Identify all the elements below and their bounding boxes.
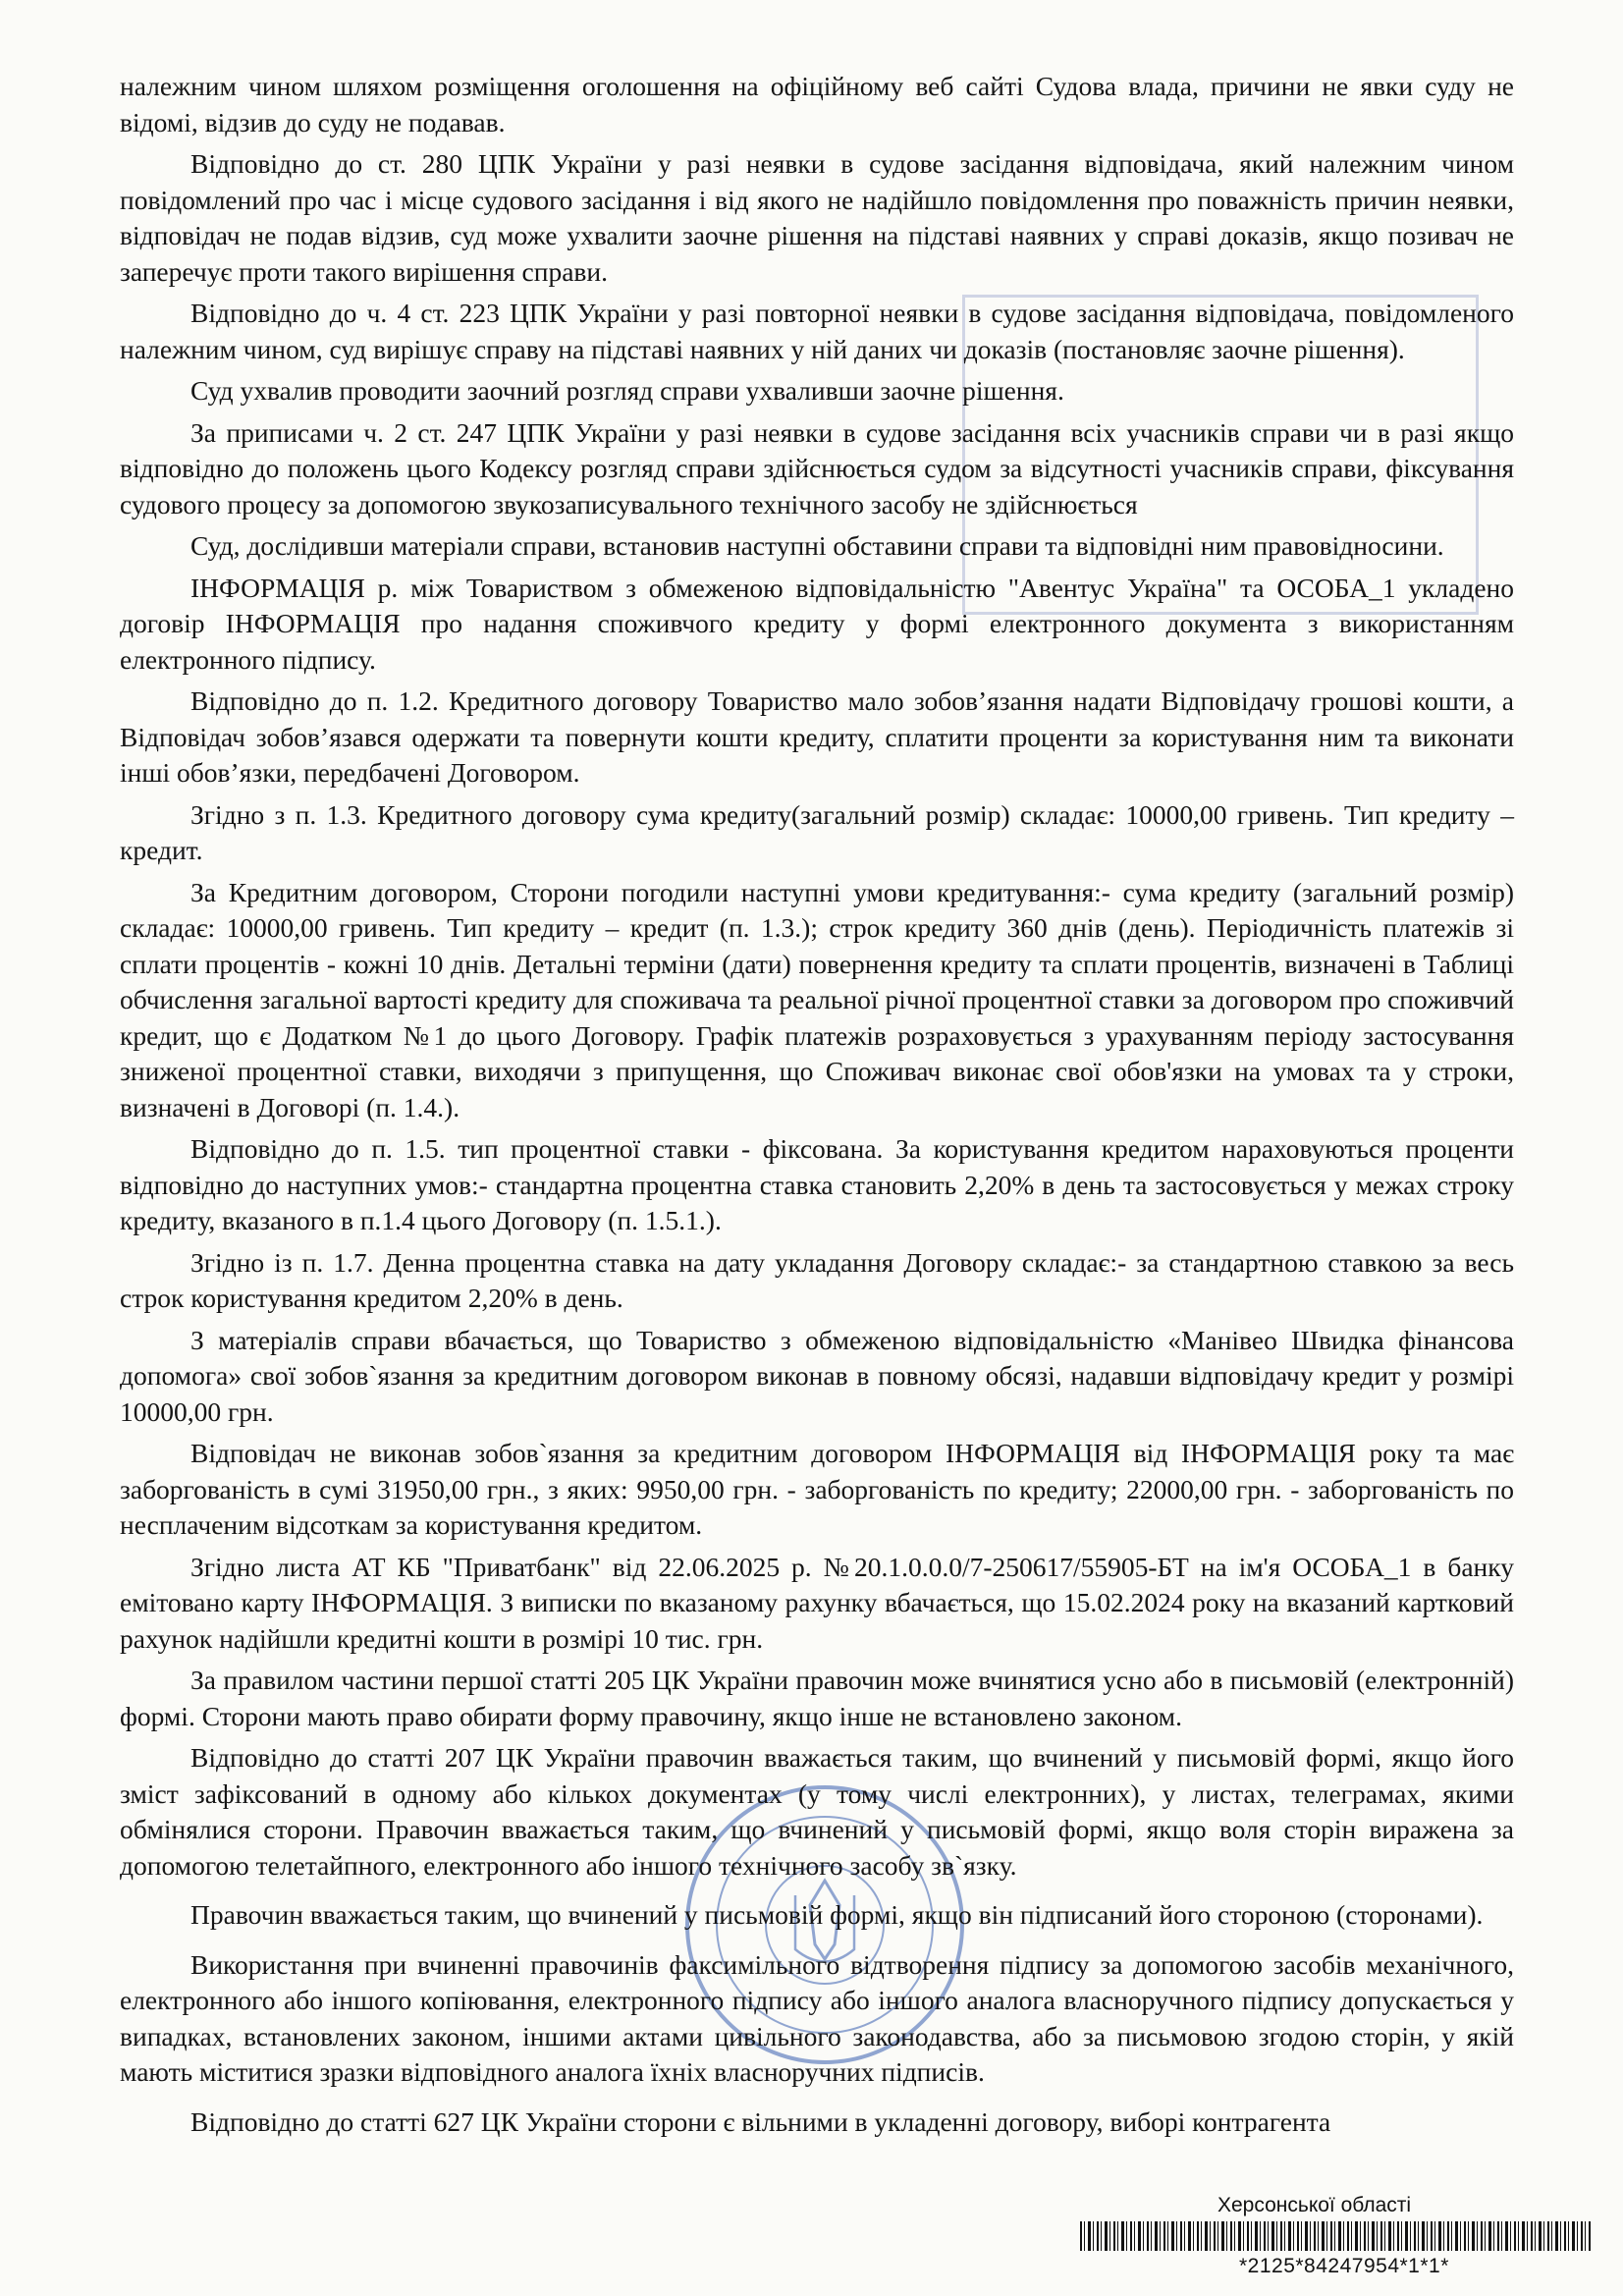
paragraph: Відповідно до статті 207 ЦК України правочин вважається таким, що вчинений у письмовій формі, якщо його зміст зафіксований в одному або кількох документах (у тому числі електронних), у листах, телеграмах, якими обмінялися сторони. Правочин вважається таким, що вчинений у письмовій формі, якщо воля сторін виражена за допомогою телетайпного, електронного або іншого технічного засобу зв`язку. (120, 1742, 1514, 1881)
paragraph: Правочин вважається таким, що вчинений у письмовій формі, якщо він підписаний його стороною (сторонами). (190, 1899, 1484, 1930)
paragraph: За правилом частини першої статті 205 ЦК України правочин може вчинятися усно або в письмовій (електронній) формі. Сторони мають право обирати форму правочину, якщо інше не встановлено законом. (120, 1665, 1514, 1731)
paragraph: Відповідно до п. 1.2. Кредитного договору Товариство мало зобов’язання надати Відповідачу грошові кошти, а Відповідач зобов’язався одержати та повернути кошти кредиту, сплатити проценти за користування ним та виконати інші обов’язки, передбачені Договором. (120, 685, 1514, 788)
barcode-icon (1080, 2221, 1591, 2251)
paragraph: Відповідно до ч. 4 ст. 223 ЦПК України у разі повторної неявки в судове засідання відповідача, повідомленого належним чином, суд вирішує справу на підставі наявних у ній даних чи доказів (постановляє заочне рішення). (120, 298, 1514, 364)
paragraph: ІНФОРМАЦІЯ р. між Товариством з обмеженою відповідальністю "Авентус Україна" та ОСОБА_1 укладено договір ІНФОРМАЦІЯ про надання споживчого кредиту у формі електронного документа з використанням електронного підпису. (120, 572, 1514, 675)
paragraph: Відповідно до статті 627 ЦК України сторони є вільними в укладенні договору, виборі контрагента (190, 2105, 1331, 2137)
paragraph: З матеріалів справи вбачається, що Товариство з обмеженою відповідальністю «Манівео Швидка фінансова допомога» свої зобов`язання за кредитним договором виконав в повному обсязі, надавши відповідачу кредит у розмірі 10000,00 грн. (120, 1324, 1514, 1427)
paragraph: Згідно листа АТ КБ "Приватбанк" від 22.06.2025 р. №20.1.0.0.0/7-250617/55905-БТ на ім'я ОСОБА_1 в банку емітовано карту ІНФОРМАЦІЯ. З виписки по вказаному рахунку вбачається, що 15.02.2024 року на вказаний картковий рахунок надійшли кредитні кошти в розмірі 10 тис. грн. (120, 1551, 1514, 1654)
paragraph: Відповідно до п. 1.5. тип процентної ставки - фіксована. За користування кредитом нараховуються проценти відповідно до наступних умов:- стандартна процентна ставка становить 2,20% в день та застосовується у межах строку кредиту, вказаного в п.1.4 цього Договору (п. 1.5.1.). (120, 1133, 1514, 1235)
barcode-code: *2125*84247954*1*1* (1239, 2255, 1449, 2277)
paragraph: Суд, дослідивши матеріали справи, встановив наступні обставини справи та відповідні ним правовідносини. (190, 530, 1444, 561)
paragraph: Використання при вчиненні правочинів факсимільного відтворення підпису за допомогою засобів механічного, електронного або іншого копіювання, електронного підпису або іншого аналога власноручного підпису допускається у випадках, встановлених законом, іншими актами цивільного законодавства, або за письмовою згодою сторін, у якій мають міститися зразки відповідного аналога їхніх власноручних підписів. (120, 1948, 1514, 2087)
paragraph: За приписами ч. 2 ст. 247 ЦПК України у разі неявки в судове засідання всіх учасників справи чи в разі якщо відповідно до положень цього Кодексу розгляд справи здійснюється судом за відсутності учасників справи, фіксування судового процесу за допомогою звукозаписувального технічного засобу не здійснюється (120, 416, 1514, 519)
paragraph: Згідно з п. 1.3. Кредитного договору сума кредиту(загальний розмір) складає: 10000,00 гривень. Тип кредиту – кредит. (120, 798, 1514, 865)
paragraph: Відповідно до ст. 280 ЦПК України у разі неявки в судове засідання відповідача, який належним чином повідомлений про час і місце судового засідання і від якого не надійшло повідомлення про поважність причин неявки, відповідач не подав відзив, суд може ухвалити заочне рішення на підставі наявних у справі доказів, якщо позивач не заперечує проти такого вирішення справи. (120, 148, 1514, 287)
paragraph: належним чином шляхом розміщення оголошення на офіційному веб сайті Судова влада, причини не явки суду не відомі, відзив до суду не подавав. (120, 71, 1514, 137)
document-body (120, 69, 1514, 2146)
paragraph: Відповідач не виконав зобов`язання за кредитним договором ІНФОРМАЦІЯ від ІНФОРМАЦІЯ року та має заборгованість в сумі 31950,00 грн., з яких: 9950,00 грн. - заборгованість по кредиту; 22000,00 грн. - заборгованість по несплаченим відсоткам за користування кредитом. (120, 1438, 1514, 1540)
footer-court-name: Херсонської області (1217, 2194, 1412, 2216)
paragraph: Згідно із п. 1.7. Денна процентна ставка на дату укладання Договору складає:- за стандартною ставкою за весь строк користування кредитом 2,20% в день. (120, 1246, 1514, 1313)
paragraph: За Кредитним договором, Сторони погодили наступні умови кредитування:- сума кредиту (загальний розмір) складає: 10000,00 гривень. Тип кредиту – кредит (п. 1.3.); строк кредиту 360 днів (день). Періодичність платежів зі сплати процентів - кожні 10 днів. Детальні терміни (дати) повернення кредиту та сплати процентів, визначені в Таблиці обчислення загальної вартості кредиту для споживача та реальної річної процентної ставки за договором про споживчий кредит, що є Додатком №1 до цього Договору. Графік платежів розраховується з урахуванням періоду застосування зниженої процентної ставки, виходячи з припущення, що Споживач виконає свої обов'язки на умовах та у строки, визначені в Договорі (п. 1.4.). (120, 876, 1514, 1122)
paragraph: Суд ухвалив проводити заочний розгляд справи ухваливши заочне рішення. (190, 375, 1064, 406)
